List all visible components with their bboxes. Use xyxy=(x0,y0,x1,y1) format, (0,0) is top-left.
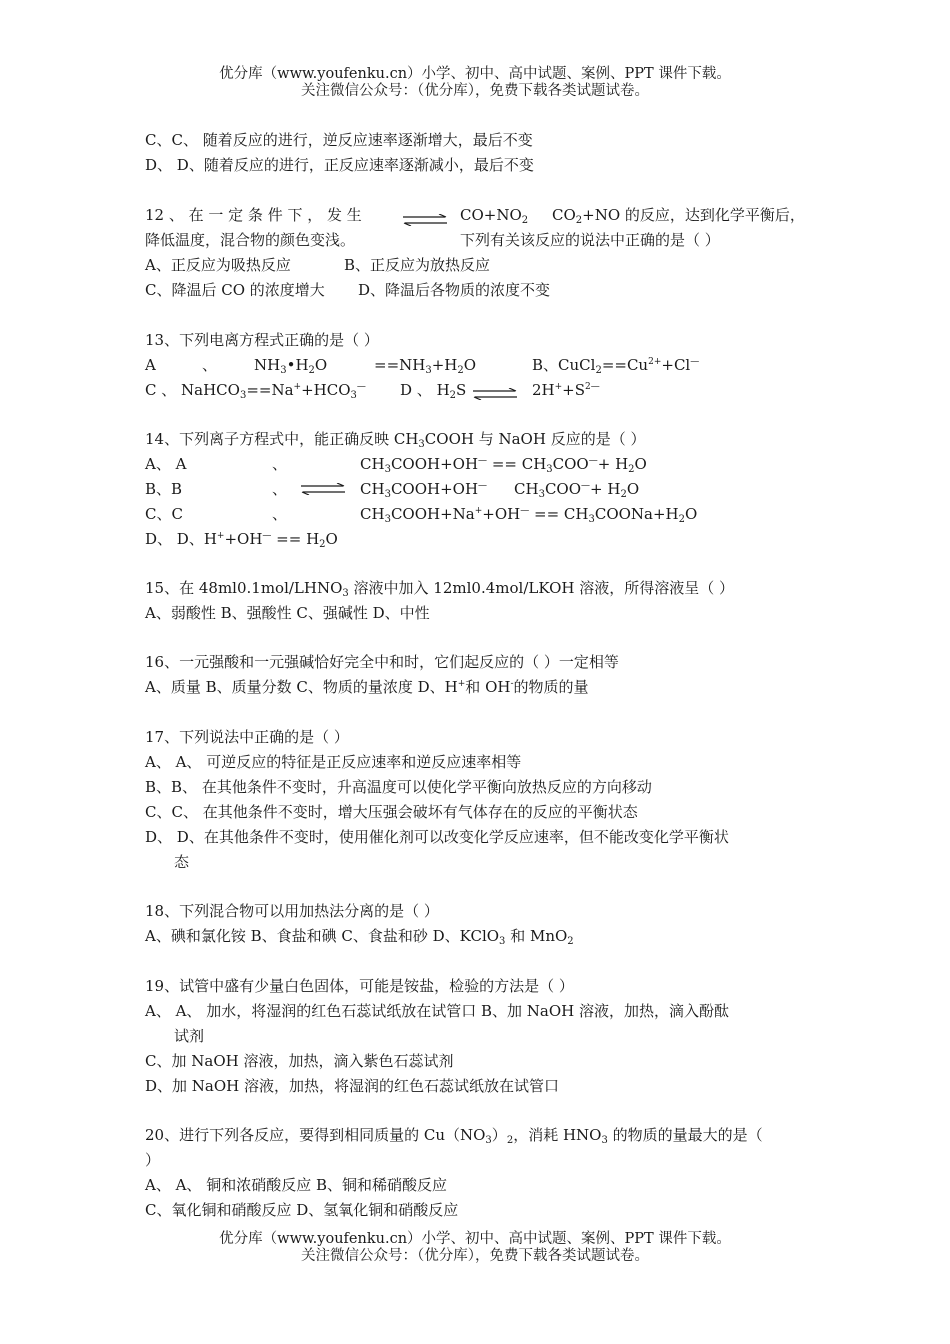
q13-a-t4: ==NH xyxy=(374,356,426,374)
q12-products xyxy=(552,205,805,225)
q14-stem-s: 3 xyxy=(418,439,425,450)
q14-c-t5: COONa+H xyxy=(594,505,679,523)
q13-a-s4: 2 xyxy=(457,365,464,376)
q17-option-d: D、 D、在其他条件不变时，使用催化剂可以改变化学反应速率，但不能改变化学平衡状 xyxy=(145,828,729,846)
q14-option-b-right xyxy=(514,479,639,499)
q12-reactants xyxy=(460,205,528,225)
q13-a-t3: O xyxy=(314,356,328,374)
q14-option-a-label: A、 A xyxy=(145,455,187,473)
q20-stem-s3: 3 xyxy=(601,1135,608,1146)
q19-option-b-cont: 试剂 xyxy=(174,1027,205,1045)
q14-option-b-left xyxy=(360,479,487,499)
q14-c-t1: CH xyxy=(360,505,385,523)
q13-c-s1: 3 xyxy=(239,390,247,401)
q14-c-t6: O xyxy=(685,505,698,523)
q14-a-t3: == CH xyxy=(487,455,547,473)
q14-d-t1: D、 D、H xyxy=(145,530,217,548)
q16-opts-t1: A、质量 B、质量分数 C、物质的量浓度 D、H xyxy=(145,678,458,696)
q14-d-t2: +OH xyxy=(224,530,263,548)
q13-b-s1: 2 xyxy=(595,365,602,376)
q18-options xyxy=(145,926,574,946)
q16-stem: 16、一元强酸和一元强碱恰好完全中和时，它们起反应的（ ）一定相等 xyxy=(145,653,619,671)
q13-option-d-left xyxy=(400,380,466,400)
q14-c-s1: 3 xyxy=(384,514,391,525)
q18-opts-t1: A、碘和氯化铵 B、食盐和碘 C、食盐和砂 D、KClO xyxy=(145,927,500,945)
q14-c-t2: COOH+Na xyxy=(390,505,475,523)
q14-a-p1: — xyxy=(478,456,488,466)
q20-stem-t3: ，消耗 HNO xyxy=(513,1126,602,1144)
q14-c-p2: — xyxy=(520,506,530,516)
q15-stem-t1: 15、在 48ml0.1mol/LHNO xyxy=(145,579,343,597)
q14-option-a-sep: 、 xyxy=(272,455,288,473)
footer-line-1: 优分库（www.youfenku.cn）小学、初中、高中试题、案例、PPT 课件下载。 xyxy=(219,1231,731,1247)
q15-stem-t2: 溶液中加入 12ml0.4mol/LKOH 溶液，所得溶液呈（ ） xyxy=(348,579,735,597)
q14-d-s1: 2 xyxy=(319,539,326,550)
q16-opts-t3: 的物质的量 xyxy=(513,678,589,696)
q14-b-t3: CH xyxy=(514,480,539,498)
q13-c-t1: C 、 NaHCO xyxy=(145,381,240,399)
q12-stem xyxy=(145,205,362,225)
q19-option-c: C、加 NaOH 溶液，加热，滴入紫色石蕊试剂 xyxy=(145,1052,454,1070)
header-line-1: 优分库（www.youfenku.cn）小学、初中、高中试题、案例、PPT 课件下载。 xyxy=(219,66,731,82)
q13-d-t1: D 、 H xyxy=(400,381,450,399)
q14-c-s3: 2 xyxy=(678,514,686,525)
q14-a-s3: 2 xyxy=(628,464,635,475)
q20-stem-cont: ） xyxy=(145,1151,161,1169)
q14-b-t2: COOH+OH xyxy=(390,480,479,498)
q14-b-t5: + H xyxy=(590,480,621,498)
q14-b-s2: 3 xyxy=(538,489,545,500)
q12-option-c: C、降温后 CO 的浓度增大 xyxy=(145,281,325,299)
q17-option-c: C、C、 在其他条件不变时，增大压强会破坏有气体存在的反应的平衡状态 xyxy=(145,803,638,821)
q13-c-t2: ==Na xyxy=(246,381,294,399)
q13-a-t2: •H xyxy=(286,356,309,374)
q13-b-t2: ==Cu xyxy=(601,356,649,374)
q14-c-p1: + xyxy=(474,506,483,516)
q14-a-s2: 3 xyxy=(546,464,553,475)
q19-option-ab: A、 A、 加水，将湿润的红色石蕊试纸放在试管口 B、加 NaOH 溶液，加热，滴入酚酞 xyxy=(145,1002,729,1020)
q13-option-a-left xyxy=(254,355,327,375)
q13-d-t3: 2H xyxy=(532,381,555,399)
q12-stem-prefix: 12 、 在 一 定 条 件 下 ， 发 生 xyxy=(145,206,362,224)
equilibrium-arrow-icon xyxy=(402,209,448,229)
q12-stem-line-2 xyxy=(145,230,355,250)
q14-c-t4: == CH xyxy=(529,505,589,523)
q13-a-s2: 2 xyxy=(308,365,315,376)
equilibrium-arrow-icon xyxy=(472,383,518,403)
q13-option-d-right xyxy=(532,380,600,400)
q20-stem-t2: ） xyxy=(491,1126,507,1144)
q16-options xyxy=(145,677,589,697)
q20-stem-s2: 2 xyxy=(506,1135,514,1146)
q15-stem xyxy=(145,578,734,598)
q13-d-s1: 2 xyxy=(449,390,457,401)
q13-option-a-sep: 、 xyxy=(202,356,218,374)
q18-stem: 18、下列混合物可以用加热法分离的是（ ） xyxy=(145,902,439,920)
q16-opts-p2: - xyxy=(510,679,514,689)
q13-a-t6: O xyxy=(463,356,477,374)
q14-c-s2: 3 xyxy=(588,514,595,525)
q13-a-s3: 3 xyxy=(425,365,432,376)
q20-stem-s1: 3 xyxy=(485,1135,492,1146)
q13-c-p1: + xyxy=(293,382,302,392)
q13-c-p2: — xyxy=(356,382,366,392)
q14-d-p1: + xyxy=(216,531,225,541)
q13-c-s2: 3 xyxy=(350,390,357,401)
q14-a-t5: + H xyxy=(597,455,629,473)
q14-b-s1: 3 xyxy=(384,489,391,500)
q15-options: A、弱酸性 B、强酸性 C、强碱性 D、中性 xyxy=(145,604,430,622)
q12-question: 下列有关该反应的说法中正确的是（ ） xyxy=(460,231,720,249)
q13-b-p2: — xyxy=(690,357,700,367)
q14-a-t1: CH xyxy=(360,455,385,473)
q13-a-s1: 3 xyxy=(280,365,287,376)
q14-a-p2: — xyxy=(588,456,598,466)
q16-opts-t2: 和 OH xyxy=(465,678,511,696)
q17-option-b: B、B、 在其他条件不变时，升高温度可以使化学平衡向放热反应的方向移动 xyxy=(145,778,652,796)
q20-stem xyxy=(145,1125,763,1145)
q12-stem-condition: 降低温度，混合物的颜色变浅。 xyxy=(145,231,356,249)
q14-stem xyxy=(145,429,645,449)
q13-a-t5: +H xyxy=(431,356,458,374)
q12-sub-1: 2 xyxy=(521,215,529,226)
q14-a-t4: COO xyxy=(552,455,589,473)
q20-stem-t1: 20、进行下列各反应，要得到相同质量的 Cu（NO xyxy=(145,1126,486,1144)
header-line-2: 关注微信公众号：（优分库），免费下载各类试题试卷。 xyxy=(301,83,649,99)
q13-c-t3: +HCO xyxy=(301,381,351,399)
q14-option-b-label: B、B xyxy=(145,480,183,498)
footer-line-2: 关注微信公众号：（优分库），免费下载各类试题试卷。 xyxy=(301,1248,649,1264)
q20-stem-t4: 的物质的量最大的是（ xyxy=(607,1126,763,1144)
q13-stem: 13、下列电离方程式正确的是（ ） xyxy=(145,331,379,349)
q14-a-t2: COOH+OH xyxy=(390,455,479,473)
q14-b-t1: CH xyxy=(360,480,385,498)
q11-option-c: C、C、 随着反应的进行，逆反应速率逐渐增大，最后不变 xyxy=(145,131,533,149)
q13-b-t1: B、CuCl xyxy=(532,356,596,374)
q14-d-t3: == H xyxy=(271,530,320,548)
q13-d-t2: S xyxy=(456,381,467,399)
q14-option-d xyxy=(145,529,338,549)
q12-option-d: D、降温后各物质的浓度不变 xyxy=(358,281,551,299)
q13-d-p1: + xyxy=(554,382,563,392)
q12-stem-suffix: +NO 的反应，达到化学平衡后， xyxy=(582,206,805,224)
q15-stem-s: 3 xyxy=(342,588,349,599)
q14-b-s3: 2 xyxy=(620,489,627,500)
q18-opts-t2: 和 MnO xyxy=(505,927,568,945)
q13-option-a-label: A xyxy=(145,356,156,374)
q14-option-c-sep: 、 xyxy=(272,505,288,523)
q14-option-b-sep: 、 xyxy=(272,480,288,498)
q20-options-cd: C、氧化铜和硝酸反应 D、氢氧化铜和硝酸反应 xyxy=(145,1201,459,1219)
q12-option-b: B、正反应为放热反应 xyxy=(344,256,491,274)
q14-b-p1: — xyxy=(478,481,488,491)
q17-option-a: A、 A、 可逆反应的特征是正反应速率和逆反应速率相等 xyxy=(145,753,522,771)
q13-b-p1: 2+ xyxy=(648,357,662,367)
q12-formula-2: CO xyxy=(552,206,576,224)
q13-a-t1: NH xyxy=(254,356,281,374)
q20-options-ab: A、 A、 铜和浓硝酸反应 B、铜和稀硝酸反应 xyxy=(145,1176,447,1194)
q13-option-b xyxy=(532,355,699,375)
q14-d-t4: O xyxy=(325,530,338,548)
q13-option-a-right xyxy=(374,355,476,375)
q14-d-p2: — xyxy=(262,531,272,541)
q14-c-t3: +OH xyxy=(482,505,521,523)
q14-stem-t1: 14、下列离子方程式中，能正确反映 CH xyxy=(145,430,419,448)
q14-a-s1: 3 xyxy=(384,464,391,475)
q12-formula-1: CO+NO xyxy=(460,206,522,224)
q19-option-d: D、加 NaOH 溶液，加热，将湿润的红色石蕊试纸放在试管口 xyxy=(145,1077,560,1095)
q18-opts-s2: 2 xyxy=(567,936,574,947)
q13-d-t4: +S xyxy=(562,381,586,399)
q18-opts-s1: 3 xyxy=(499,936,506,947)
q13-option-c xyxy=(145,380,366,400)
q11-option-d: D、 D、随着反应的进行，正反应速率逐渐减小，最后不变 xyxy=(145,156,534,174)
q14-option-c-label: C、C xyxy=(145,505,183,523)
q19-stem: 19、试管中盛有少量白色固体，可能是铵盐，检验的方法是（ ） xyxy=(145,977,574,995)
q14-stem-t2: COOH 与 NaOH 反应的是（ ） xyxy=(424,430,646,448)
q14-a-t6: O xyxy=(634,455,647,473)
q13-b-t3: +Cl xyxy=(661,356,691,374)
q17-option-d-cont: 态 xyxy=(174,853,190,871)
q14-option-c-equation xyxy=(360,504,697,524)
q16-opts-p1: + xyxy=(457,679,466,689)
q14-b-t6: O xyxy=(626,480,640,498)
q14-option-a-equation xyxy=(360,454,647,474)
q12-option-a: A、正反应为吸热反应 xyxy=(145,256,291,274)
q12-sub-2: 2 xyxy=(575,215,583,226)
q14-b-t4: COO xyxy=(544,480,582,498)
q14-b-p2: — xyxy=(581,481,591,491)
equilibrium-arrow-icon xyxy=(300,478,346,498)
q13-d-p2: 2— xyxy=(585,382,600,392)
q17-stem: 17、下列说法中正确的是（ ） xyxy=(145,728,349,746)
